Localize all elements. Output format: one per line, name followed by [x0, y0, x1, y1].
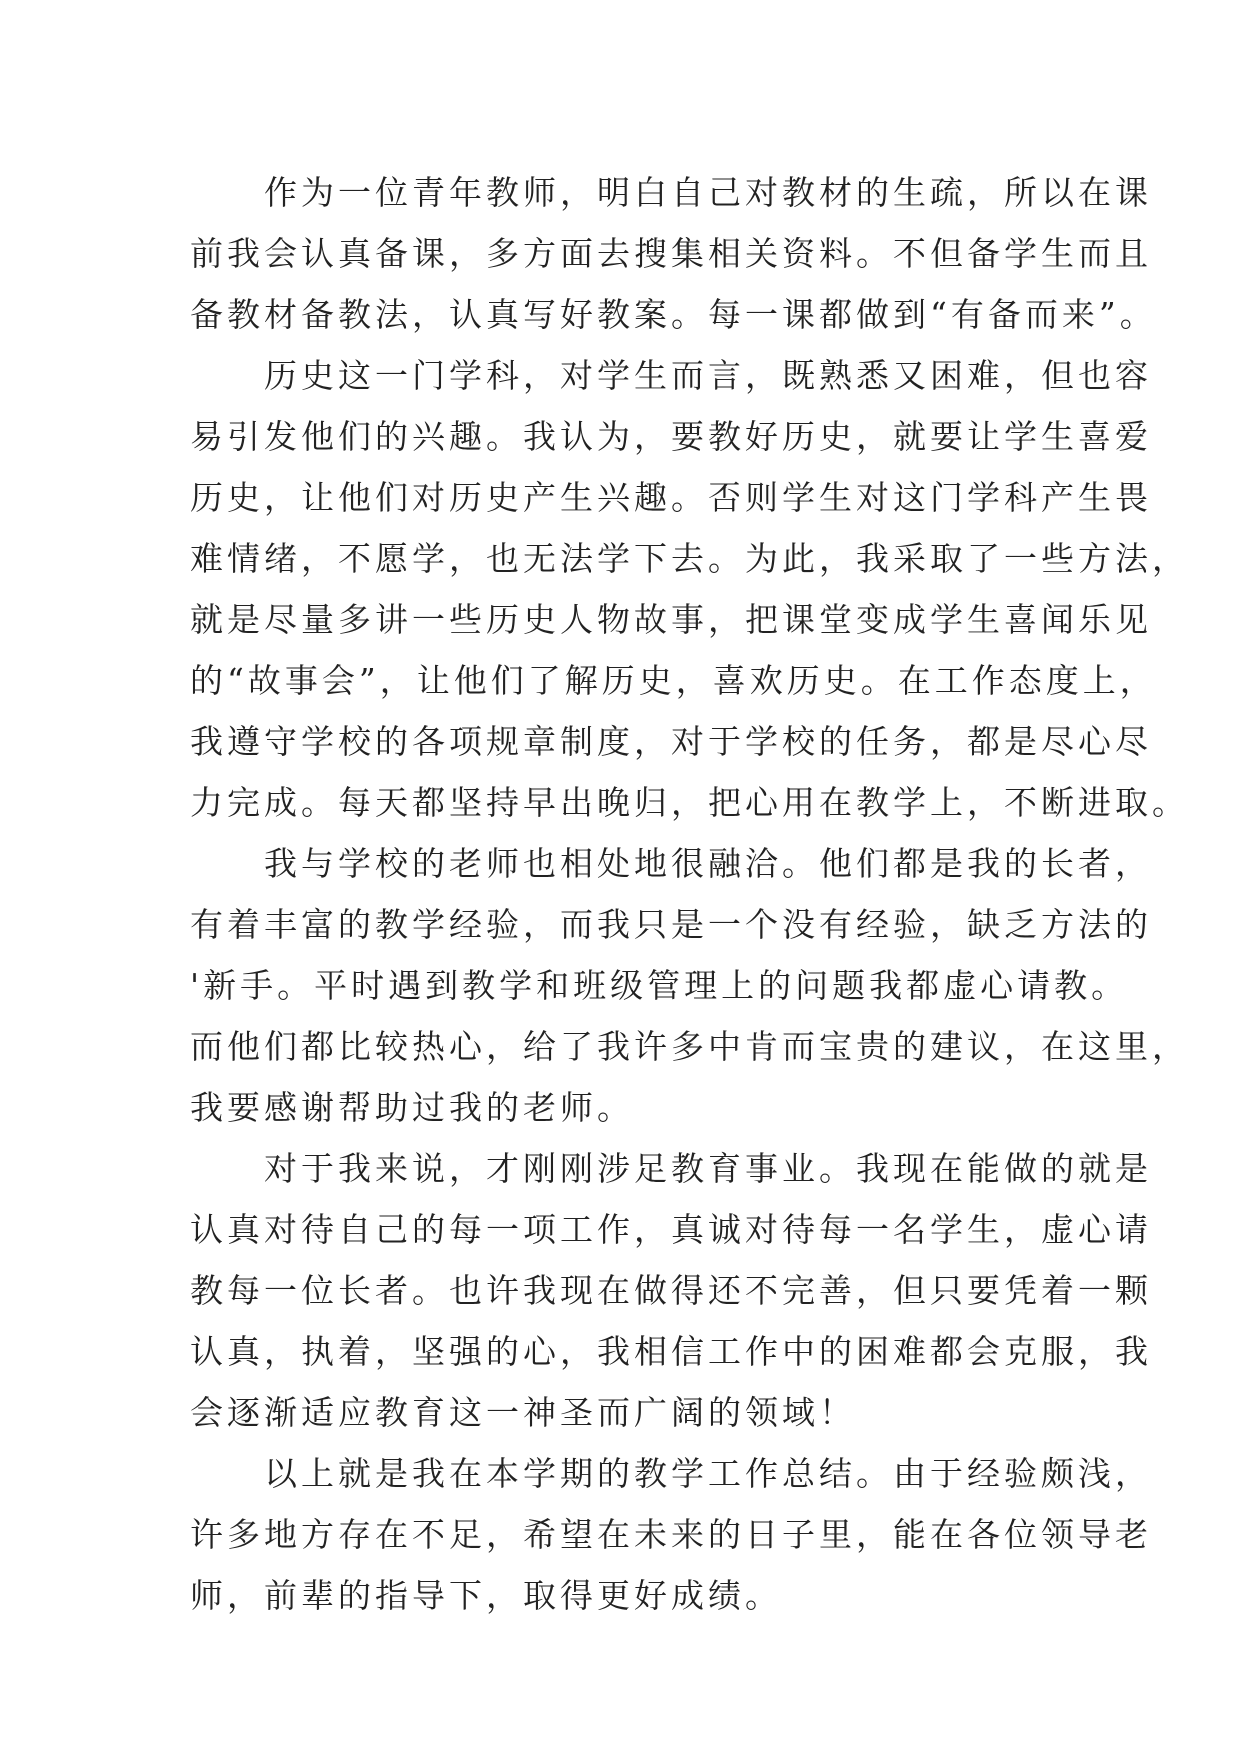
text-line: 师，前辈的指导下，取得更好成绩。 — [190, 1576, 782, 1615]
text-line: 我要感谢帮助过我的老师。 — [190, 1088, 634, 1127]
text-line: 认真，执着，坚强的心，我相信工作中的困难都会克服，我 — [190, 1332, 1152, 1371]
text-line: 力完成。每天都坚持早出晚归，把心用在教学上，不断进取。 — [190, 783, 1189, 822]
document-body — [190, 162, 1189, 1626]
text-line: 以上就是我在本学期的教学工作总结。由于经验颇浅， — [190, 1454, 1152, 1493]
text-line: 历史，让他们对历史产生兴趣。否则学生对这门学科产生畏 — [190, 478, 1152, 517]
text-line: 对于我来说，才刚刚涉足教育事业。我现在能做的就是 — [190, 1149, 1152, 1188]
text-line: 前我会认真备课，多方面去搜集相关资料。不但备学生而且 — [190, 234, 1152, 273]
text-line: 有着丰富的教学经验，而我只是一个没有经验，缺乏方法的 — [190, 905, 1152, 944]
text-line: 作为一位青年教师，明白自己对教材的生疏，所以在课 — [190, 173, 1152, 212]
text-line: 而他们都比较热心，给了我许多中肯而宝贵的建议，在这里， — [190, 1027, 1189, 1066]
text-line: '新手。平时遇到教学和班级管理上的问题我都虚心请教。 — [190, 966, 1129, 1005]
text-line: 认真对待自己的每一项工作，真诚对待每一名学生，虚心请 — [190, 1210, 1152, 1249]
text-line: 我遵守学校的各项规章制度，对于学校的任务，都是尽心尽 — [190, 722, 1152, 761]
text-line: 历史这一门学科，对学生而言，既熟悉又困难，但也容 — [190, 356, 1152, 395]
text-line: 备教材备教法，认真写好教案。每一课都做到“有备而来”。 — [190, 295, 1157, 334]
text-line: 难情绪，不愿学，也无法学下去。为此，我采取了一些方法， — [190, 539, 1189, 578]
text-line: 的“故事会”，让他们了解历史，喜欢历史。在工作态度上， — [190, 661, 1157, 700]
text-line: 会逐渐适应教育这一神圣而广阔的领域！ — [190, 1393, 856, 1432]
text-line: 就是尽量多讲一些历史人物故事，把课堂变成学生喜闻乐见 — [190, 600, 1152, 639]
text-line: 许多地方存在不足，希望在未来的日子里，能在各位领导老 — [190, 1515, 1152, 1554]
text-line: 我与学校的老师也相处地很融洽。他们都是我的长者， — [190, 844, 1152, 883]
text-line: 教每一位长者。也许我现在做得还不完善，但只要凭着一颗 — [190, 1271, 1152, 1310]
text-line: 易引发他们的兴趣。我认为，要教好历史，就要让学生喜爱 — [190, 417, 1152, 456]
